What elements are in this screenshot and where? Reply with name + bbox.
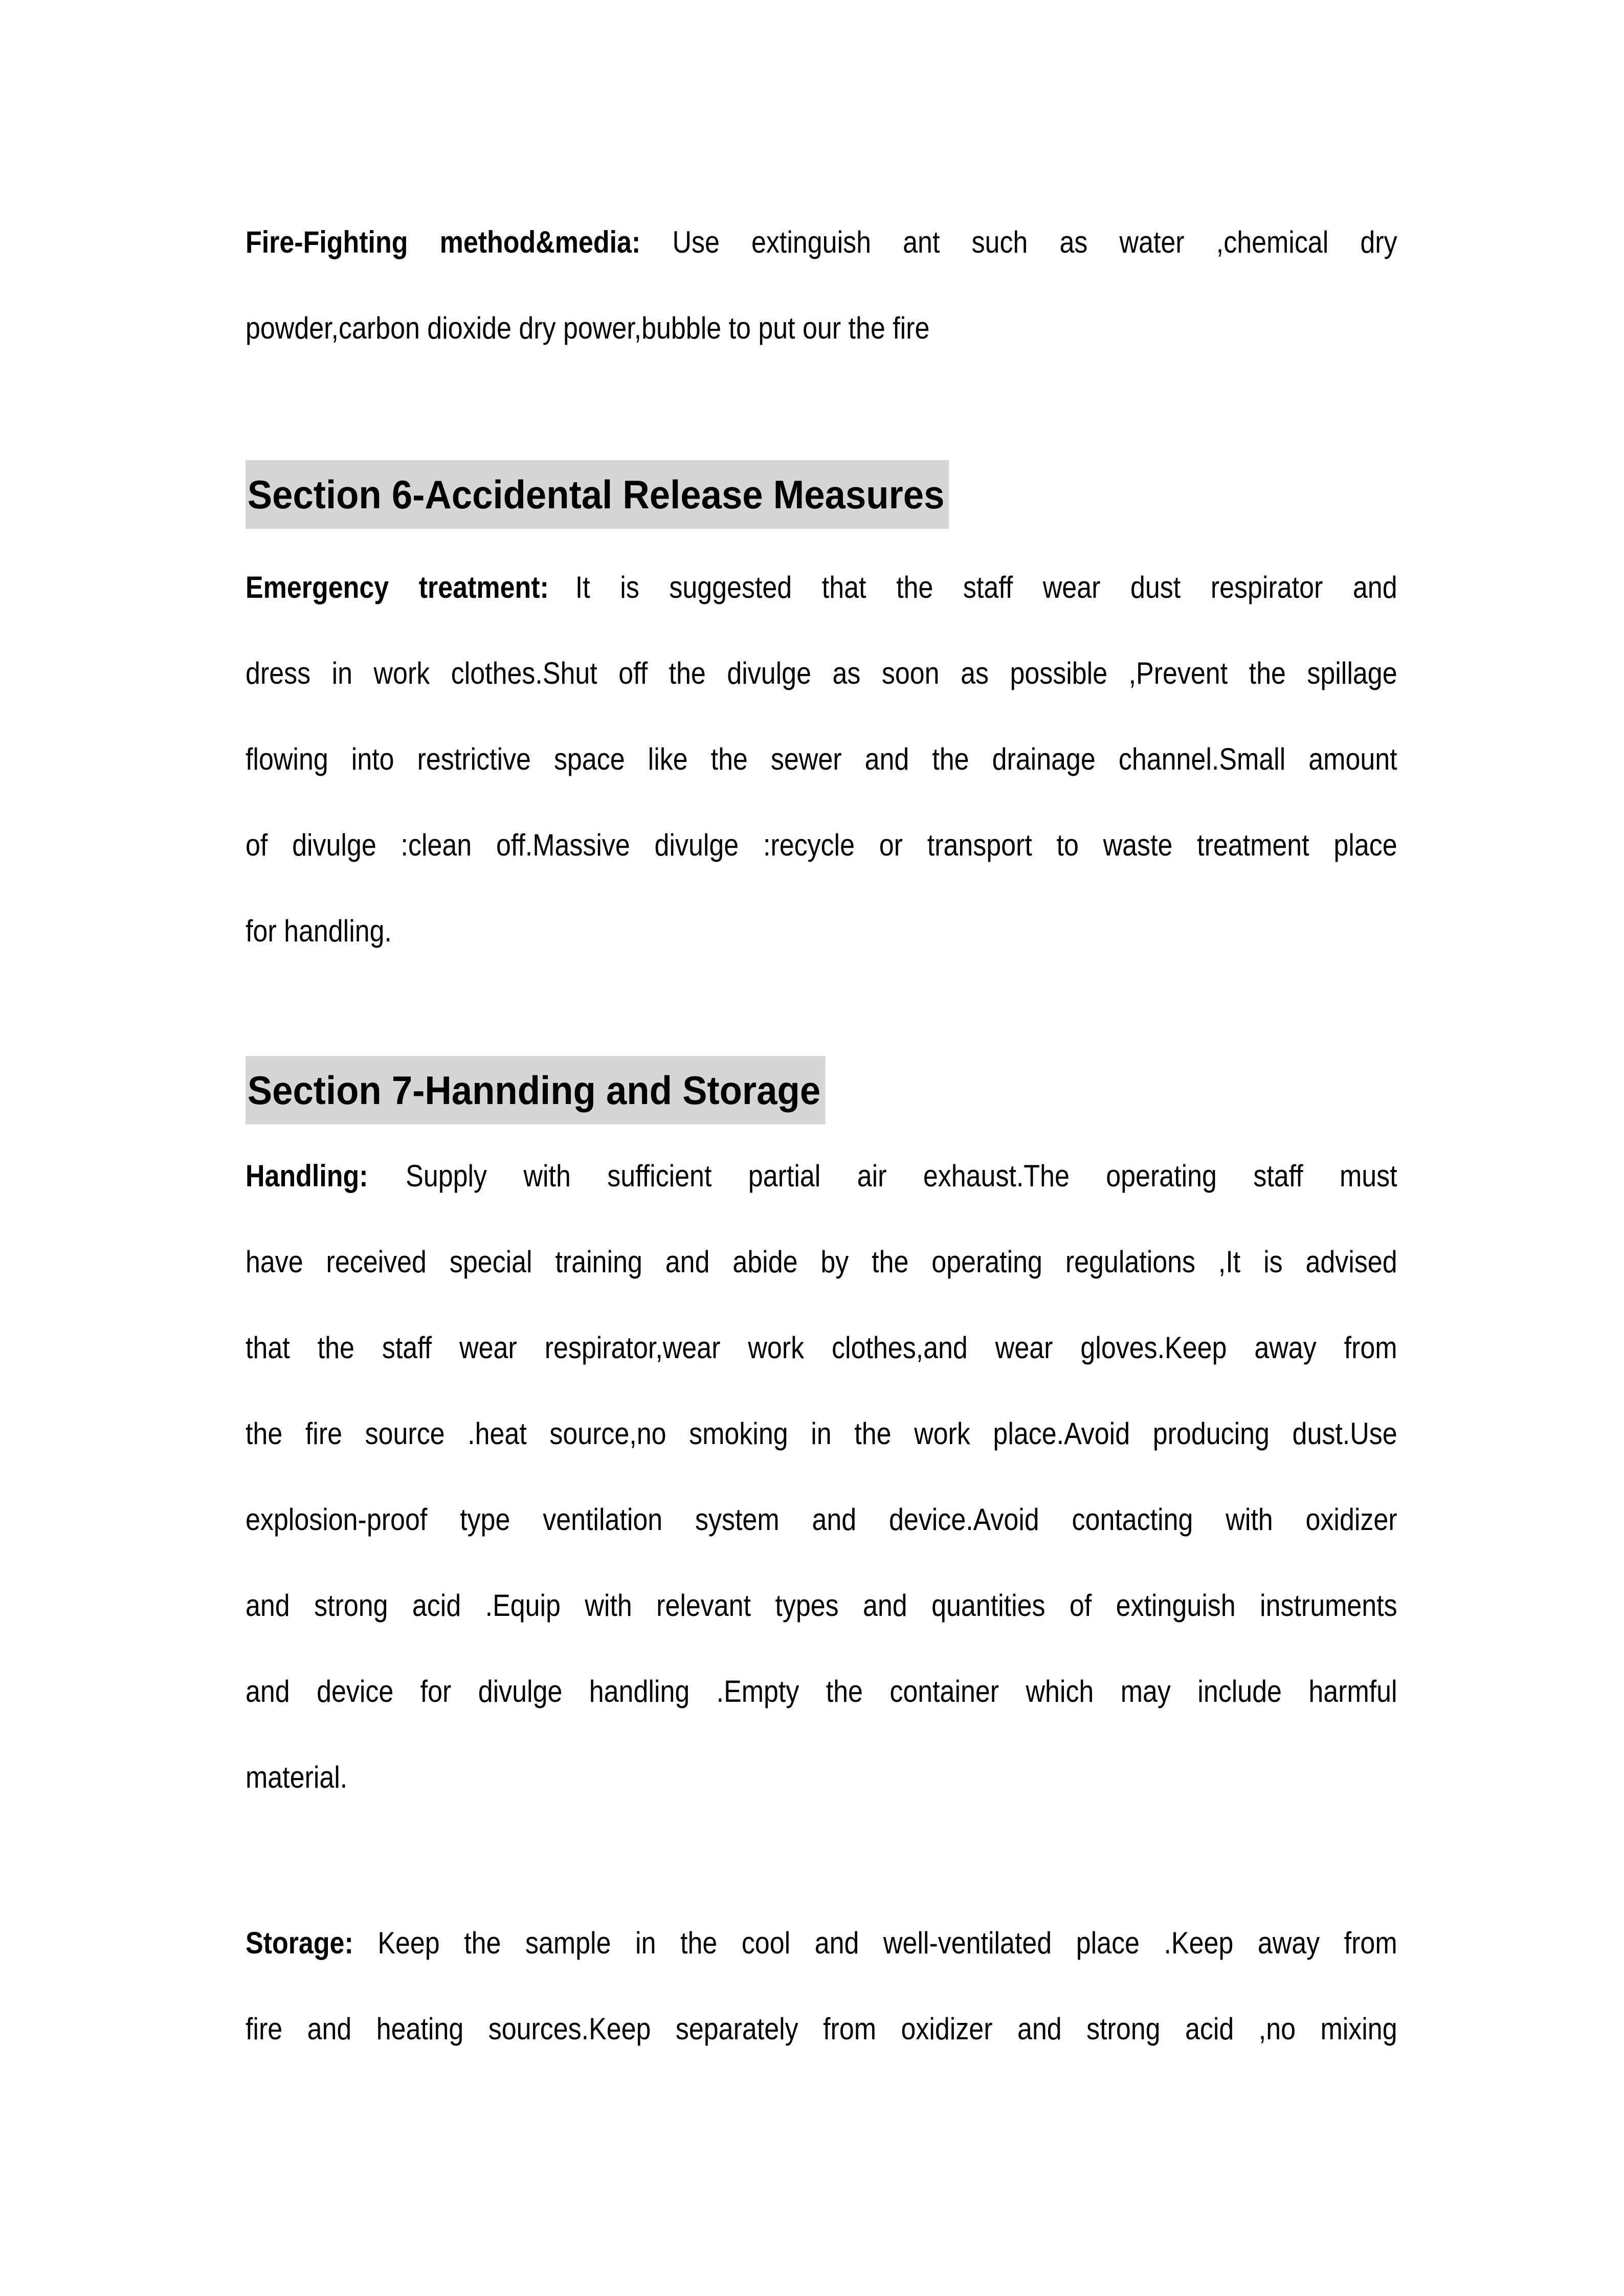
text-line: that the staff wear respirator,wear work clothes,and wear gloves.Keep away from <box>246 1331 1397 1365</box>
section-7-heading <box>246 1056 825 1124</box>
paragraph-handling <box>246 1133 1397 1820</box>
section-6-heading <box>246 460 949 529</box>
section-7-heading-text: Section 7-Hannding and Storage <box>246 1056 825 1124</box>
paragraph-fire-fighting <box>246 199 1397 371</box>
text-line: for handling. <box>246 914 392 948</box>
text-line: of divulge :clean off.Massive divulge :recycle or transport to waste treatment place <box>246 828 1397 862</box>
emergency-treatment-label: Emergency treatment: <box>246 570 549 604</box>
text-line <box>246 199 1397 285</box>
text-line: dress in work clothes.Shut off the divulge as soon as possible ,Prevent the spillage <box>246 656 1397 690</box>
text-line: powder,carbon dioxide dry power,bubble to put our the fire <box>246 311 930 345</box>
paragraph-emergency-treatment <box>246 545 1397 974</box>
text-run: It is suggested that the staff wear dust respirator and <box>575 570 1397 604</box>
text-line <box>246 545 1397 631</box>
text-run: Use extinguish ant such as water ,chemical dry <box>640 225 1397 259</box>
storage-label: Storage: <box>246 1926 353 1960</box>
text-line: have received special training and abide by the operating regulations ,It is advised <box>246 1245 1397 1279</box>
text-line: and strong acid .Equip with relevant types and quantities of extinguish instruments <box>246 1588 1397 1623</box>
text-line: fire and heating sources.Keep separately from oxidizer and strong acid ,no mixing <box>246 2012 1397 2046</box>
text-line: the fire source .heat source,no smoking in the work place.Avoid producing dust.Use <box>246 1416 1397 1451</box>
paragraph-storage <box>246 1900 1397 2072</box>
text-line: material. <box>246 1760 348 1794</box>
text-run: Keep the sample in the cool and well-ventilated place .Keep away from <box>353 1926 1397 1960</box>
text-line <box>246 1133 1397 1219</box>
text-line: and device for divulge handling .Empty the container which may include harmful <box>246 1674 1397 1708</box>
text-line <box>246 1900 1397 1986</box>
text-run: Supply with sufficient partial air exhaust.The operating staff must <box>406 1159 1397 1193</box>
text-line: explosion-proof type ventilation system and device.Avoid contacting with oxidizer <box>246 1502 1397 1537</box>
handling-label: Handling: <box>246 1159 368 1193</box>
text-line: flowing into restrictive space like the sewer and the drainage channel.Small amount <box>246 742 1397 776</box>
section-6-heading-text: Section 6-Accidental Release Measures <box>246 460 949 529</box>
fire-fighting-label: Fire-Fighting method&media: <box>246 225 641 259</box>
